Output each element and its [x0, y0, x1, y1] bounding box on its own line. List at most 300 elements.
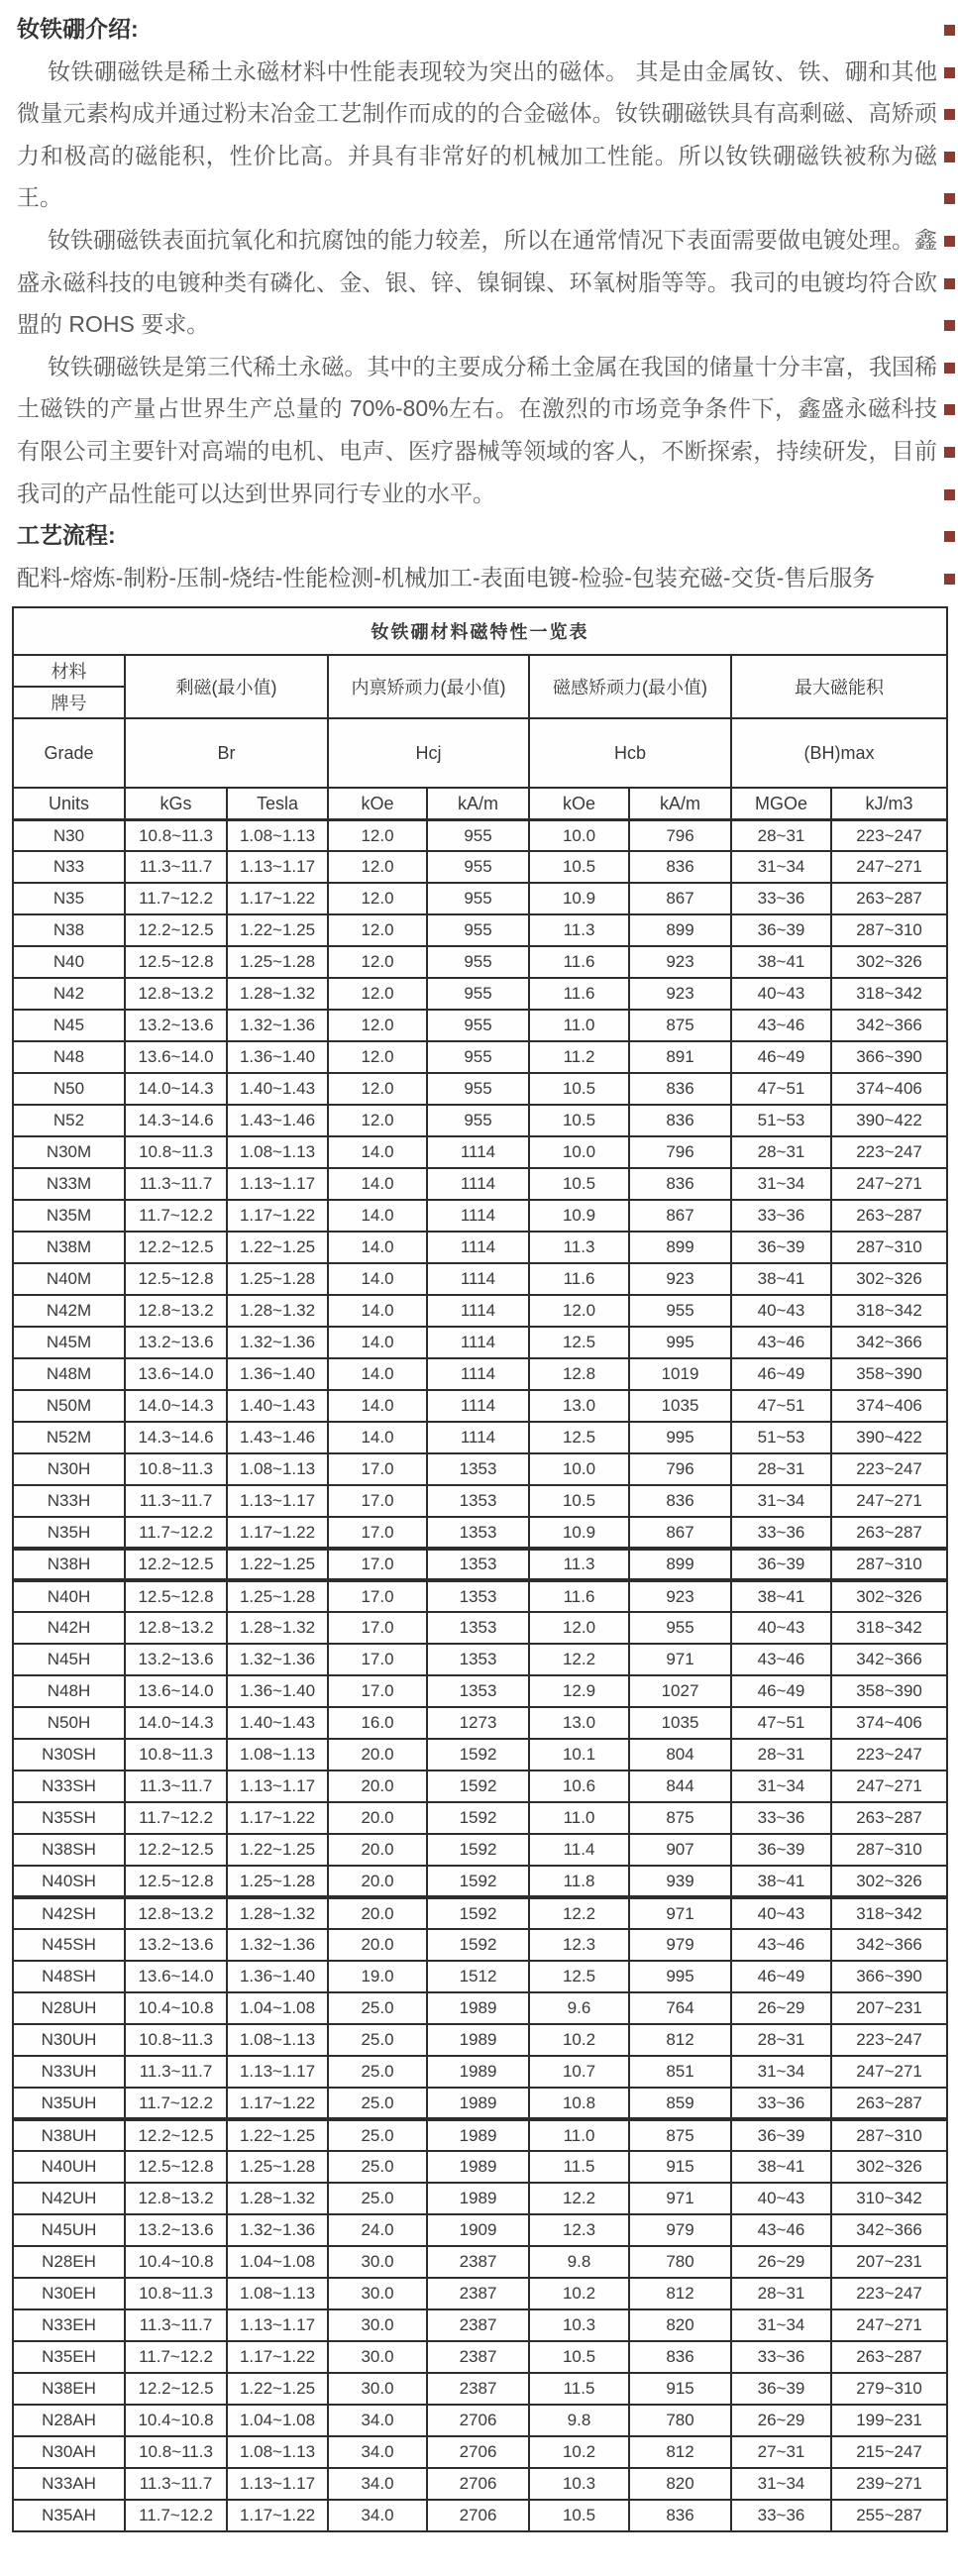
value-cell: 390~422: [831, 1422, 947, 1453]
value-cell: 46~49: [731, 1961, 831, 1992]
value-cell: 10.5: [529, 1105, 629, 1136]
value-cell: 36~39: [731, 1549, 831, 1580]
value-cell: 1.36~1.40: [227, 1961, 328, 1992]
header-grade-label-cn: 牌号: [13, 687, 125, 718]
value-cell: 287~310: [831, 1834, 947, 1866]
value-cell: 14.0~14.3: [125, 1707, 227, 1739]
value-cell: 20.0: [328, 1834, 427, 1866]
value-cell: 836: [629, 1485, 731, 1517]
value-cell: 28~31: [731, 1453, 831, 1485]
value-cell: 34.0: [328, 2436, 427, 2468]
value-cell: 1.32~1.36: [227, 2214, 328, 2246]
grade-cell: N33UH: [13, 2056, 125, 2088]
value-cell: 1989: [427, 2088, 529, 2119]
value-cell: 30.0: [328, 2309, 427, 2341]
value-cell: 955: [427, 883, 529, 914]
value-cell: 1.17~1.22: [227, 1802, 328, 1834]
table-row: [13, 1549, 947, 1580]
value-cell: 907: [629, 1834, 731, 1866]
value-cell: 899: [629, 1232, 731, 1263]
grade-cell: N40UH: [13, 2151, 125, 2183]
value-cell: 13.0: [529, 1707, 629, 1739]
value-cell: 30.0: [328, 2278, 427, 2309]
value-cell: 14.0~14.3: [125, 1073, 227, 1105]
value-cell: 223~247: [831, 1136, 947, 1168]
grade-cell: N35AH: [13, 2500, 125, 2531]
value-cell: 11.7~12.2: [125, 1200, 227, 1232]
value-cell: 11.7~12.2: [125, 1517, 227, 1549]
value-cell: 11.6: [529, 946, 629, 978]
value-cell: 40~43: [731, 978, 831, 1010]
unit-kgs: kGs: [125, 788, 227, 819]
table-row: [13, 1866, 947, 1897]
table-row: [13, 1358, 947, 1390]
value-cell: 1.22~1.25: [227, 2119, 328, 2151]
table-row: [13, 2119, 947, 2151]
grade-cell: N35H: [13, 1517, 125, 1549]
value-cell: 16.0: [328, 1707, 427, 1739]
grade-cell: N45M: [13, 1327, 125, 1358]
value-cell: 36~39: [731, 914, 831, 946]
table-row: [13, 1168, 947, 1200]
value-cell: 1114: [427, 1136, 529, 1168]
change-bar-mark: [944, 363, 955, 374]
table-row: [13, 1580, 947, 1612]
table-row: [13, 946, 947, 978]
value-cell: 14.3~14.6: [125, 1105, 227, 1136]
grade-cell: N35SH: [13, 1802, 125, 1834]
value-cell: 1.22~1.25: [227, 1834, 328, 1866]
value-cell: 25.0: [328, 1992, 427, 2024]
value-cell: 10.8~11.3: [125, 2024, 227, 2056]
value-cell: 1.32~1.36: [227, 1929, 328, 1961]
value-cell: 923: [629, 1263, 731, 1295]
value-cell: 11.7~12.2: [125, 2500, 227, 2531]
value-cell: 1592: [427, 1771, 529, 1802]
value-cell: 11.6: [529, 1580, 629, 1612]
value-cell: 955: [427, 1041, 529, 1073]
value-cell: 33~36: [731, 2341, 831, 2373]
table-row: [13, 1929, 947, 1961]
table-row: [13, 1485, 947, 1517]
value-cell: 17.0: [328, 1485, 427, 1517]
grade-cell: N48M: [13, 1358, 125, 1390]
value-cell: 1353: [427, 1549, 529, 1580]
grade-rows: [13, 819, 947, 2531]
value-cell: 955: [427, 978, 529, 1010]
value-cell: 1592: [427, 1929, 529, 1961]
change-bar-mark: [944, 320, 955, 331]
value-cell: 28~31: [731, 2024, 831, 2056]
value-cell: 36~39: [731, 1834, 831, 1866]
value-cell: 43~46: [731, 1327, 831, 1358]
value-cell: 310~342: [831, 2183, 947, 2214]
grade-cell: N30M: [13, 1136, 125, 1168]
table-row: [13, 1739, 947, 1771]
table-row: [13, 2088, 947, 2119]
value-cell: 1989: [427, 2151, 529, 2183]
value-cell: 20.0: [328, 1771, 427, 1802]
value-cell: 11.3~11.7: [125, 851, 227, 883]
change-bar-mark: [944, 278, 955, 289]
value-cell: 11.3~11.7: [125, 1485, 227, 1517]
value-cell: 1114: [427, 1422, 529, 1453]
grade-cell: N33EH: [13, 2309, 125, 2341]
value-cell: 27~31: [731, 2436, 831, 2468]
value-cell: 12.5: [529, 1422, 629, 1453]
value-cell: 13.6~14.0: [125, 1675, 227, 1707]
table-row: [13, 1992, 947, 2024]
value-cell: 38~41: [731, 946, 831, 978]
value-cell: 2387: [427, 2278, 529, 2309]
change-bar-mark: [944, 25, 955, 36]
value-cell: 11.6: [529, 978, 629, 1010]
intro-paragraph-1: 钕铁硼磁铁是稀土永磁材料中性能表现较为突出的磁体。 其是由金属钕、铁、硼和其他微量元素构成并通过粉末冶金工艺制作而成的的合金磁体。钕铁硼磁铁具有高剩磁、高矫顽力和极高的磁能积，性价比高。并具有非常好的机械加工性能。所以钕铁硼磁铁被称为磁王。: [17, 57, 937, 211]
value-cell: 12.0: [328, 1073, 427, 1105]
value-cell: 10.8: [529, 2088, 629, 2119]
value-cell: 43~46: [731, 2214, 831, 2246]
value-cell: 25.0: [328, 2151, 427, 2183]
value-cell: 40~43: [731, 1295, 831, 1327]
value-cell: 1273: [427, 1707, 529, 1739]
value-cell: 804: [629, 1739, 731, 1771]
value-cell: 215~247: [831, 2436, 947, 2468]
value-cell: 1.17~1.22: [227, 1517, 328, 1549]
value-cell: 11.7~12.2: [125, 1802, 227, 1834]
value-cell: 17.0: [328, 1549, 427, 1580]
value-cell: 1.25~1.28: [227, 946, 328, 978]
value-cell: 33~36: [731, 2500, 831, 2531]
value-cell: 9.8: [529, 2246, 629, 2278]
value-cell: 875: [629, 1802, 731, 1834]
value-cell: 12.2~12.5: [125, 1232, 227, 1263]
value-cell: 1353: [427, 1612, 529, 1644]
value-cell: 31~34: [731, 1168, 831, 1200]
value-cell: 11.7~12.2: [125, 2088, 227, 2119]
value-cell: 12.0: [328, 1010, 427, 1041]
value-cell: 10.7: [529, 2056, 629, 2088]
value-cell: 17.0: [328, 1675, 427, 1707]
table-row: [13, 1517, 947, 1549]
value-cell: 1114: [427, 1390, 529, 1422]
value-cell: 10.5: [529, 851, 629, 883]
grade-cell: N38M: [13, 1232, 125, 1263]
value-cell: 1.08~1.13: [227, 2278, 328, 2309]
value-cell: 780: [629, 2246, 731, 2278]
grade-cell: N30AH: [13, 2436, 125, 2468]
value-cell: 1.04~1.08: [227, 2405, 328, 2436]
value-cell: 24.0: [328, 2214, 427, 2246]
value-cell: 14.3~14.6: [125, 1422, 227, 1453]
value-cell: 25.0: [328, 2088, 427, 2119]
value-cell: 366~390: [831, 1041, 947, 1073]
grade-cell: N42UH: [13, 2183, 125, 2214]
value-cell: 13.0: [529, 1390, 629, 1422]
value-cell: 867: [629, 883, 731, 914]
value-cell: 36~39: [731, 1232, 831, 1263]
value-cell: 12.0: [328, 1041, 427, 1073]
value-cell: 11.3: [529, 1232, 629, 1263]
value-cell: 1.04~1.08: [227, 1992, 328, 2024]
grade-cell: N33AH: [13, 2468, 125, 2500]
value-cell: 2706: [427, 2468, 529, 2500]
value-cell: 33~36: [731, 883, 831, 914]
grade-cell: N40H: [13, 1580, 125, 1612]
value-cell: 12.5~12.8: [125, 1580, 227, 1612]
value-cell: 1.32~1.36: [227, 1644, 328, 1675]
value-cell: 26~29: [731, 2246, 831, 2278]
value-cell: 223~247: [831, 2024, 947, 2056]
value-cell: 12.2: [529, 1897, 629, 1929]
value-cell: 40~43: [731, 1612, 831, 1644]
value-cell: 46~49: [731, 1041, 831, 1073]
grade-cell: N30H: [13, 1453, 125, 1485]
value-cell: 10.2: [529, 2278, 629, 2309]
value-cell: 1114: [427, 1358, 529, 1390]
value-cell: 12.8~13.2: [125, 1295, 227, 1327]
value-cell: 915: [629, 2373, 731, 2405]
grade-cell: N38EH: [13, 2373, 125, 2405]
table-row: [13, 1453, 947, 1485]
value-cell: 10.9: [529, 1200, 629, 1232]
value-cell: 13.6~14.0: [125, 1961, 227, 1992]
unit-kam-hcb: kA/m: [629, 788, 731, 819]
margin-change-bars: [942, 0, 958, 606]
value-cell: 13.2~13.6: [125, 1327, 227, 1358]
value-cell: 12.5~12.8: [125, 1263, 227, 1295]
value-cell: 10.6: [529, 1771, 629, 1802]
value-cell: 12.9: [529, 1675, 629, 1707]
value-cell: 263~287: [831, 1517, 947, 1549]
value-cell: 1.40~1.43: [227, 1390, 328, 1422]
value-cell: 33~36: [731, 1802, 831, 1834]
value-cell: 13.2~13.6: [125, 2214, 227, 2246]
value-cell: 12.2: [529, 1644, 629, 1675]
grade-cell: N48: [13, 1041, 125, 1073]
value-cell: 1035: [629, 1707, 731, 1739]
value-cell: 38~41: [731, 1866, 831, 1897]
value-cell: 30.0: [328, 2373, 427, 2405]
value-cell: 1.13~1.17: [227, 1485, 328, 1517]
grade-cell: N40: [13, 946, 125, 978]
value-cell: 1353: [427, 1485, 529, 1517]
value-cell: 17.0: [328, 1644, 427, 1675]
value-cell: 34.0: [328, 2468, 427, 2500]
value-cell: 11.0: [529, 2119, 629, 2151]
value-cell: 1.17~1.22: [227, 2500, 328, 2531]
table-row: [13, 1263, 947, 1295]
grade-cell: N35: [13, 883, 125, 914]
value-cell: 358~390: [831, 1675, 947, 1707]
grade-cell: N35M: [13, 1200, 125, 1232]
value-cell: 12.0: [328, 978, 427, 1010]
grade-cell: N45H: [13, 1644, 125, 1675]
value-cell: 979: [629, 1929, 731, 1961]
value-cell: 1.43~1.46: [227, 1105, 328, 1136]
value-cell: 955: [427, 851, 529, 883]
value-cell: 836: [629, 1168, 731, 1200]
value-cell: 820: [629, 2309, 731, 2341]
grade-cell: N30UH: [13, 2024, 125, 2056]
value-cell: 1.36~1.40: [227, 1675, 328, 1707]
value-cell: 2387: [427, 2246, 529, 2278]
value-cell: 14.0: [328, 1136, 427, 1168]
value-cell: 38~41: [731, 1580, 831, 1612]
value-cell: 10.5: [529, 2500, 629, 2531]
table-row: [13, 2278, 947, 2309]
grade-cell: N30EH: [13, 2278, 125, 2309]
grade-cell: N42M: [13, 1295, 125, 1327]
value-cell: 1114: [427, 1168, 529, 1200]
value-cell: 1.08~1.13: [227, 2024, 328, 2056]
change-bar-mark: [944, 152, 955, 162]
grade-cell: N28UH: [13, 1992, 125, 2024]
value-cell: 1035: [629, 1390, 731, 1422]
value-cell: 31~34: [731, 2468, 831, 2500]
value-cell: 10.0: [529, 819, 629, 851]
value-cell: 10.0: [529, 1136, 629, 1168]
value-cell: 10.3: [529, 2468, 629, 2500]
value-cell: 1.13~1.17: [227, 2056, 328, 2088]
value-cell: 11.3: [529, 1549, 629, 1580]
value-cell: 1.17~1.22: [227, 883, 328, 914]
value-cell: 33~36: [731, 1517, 831, 1549]
value-cell: 247~271: [831, 2309, 947, 2341]
value-cell: 31~34: [731, 851, 831, 883]
value-cell: 11.3~11.7: [125, 2309, 227, 2341]
value-cell: 28~31: [731, 1136, 831, 1168]
value-cell: 318~342: [831, 1295, 947, 1327]
grade-cell: N50H: [13, 1707, 125, 1739]
change-bar-mark: [944, 531, 955, 542]
table-row: [13, 2024, 947, 2056]
value-cell: 1592: [427, 1866, 529, 1897]
value-cell: 955: [427, 1010, 529, 1041]
value-cell: 1.13~1.17: [227, 851, 328, 883]
value-cell: 10.2: [529, 2024, 629, 2056]
value-cell: 40~43: [731, 1897, 831, 1929]
value-cell: 1.17~1.22: [227, 2341, 328, 2373]
value-cell: 844: [629, 1771, 731, 1802]
value-cell: 302~326: [831, 2151, 947, 2183]
unit-koe-hcj: kOe: [328, 788, 427, 819]
value-cell: 836: [629, 851, 731, 883]
value-cell: 26~29: [731, 2405, 831, 2436]
value-cell: 11.7~12.2: [125, 2341, 227, 2373]
table-row: [13, 819, 947, 851]
value-cell: 1353: [427, 1453, 529, 1485]
value-cell: 223~247: [831, 1453, 947, 1485]
value-cell: 955: [427, 914, 529, 946]
value-cell: 1989: [427, 2119, 529, 2151]
process-flow-text: 配料-熔炼-制粉-压制-烧结-性能检测-机械加工-表面电镀-检验-包装充磁-交货-售后服务: [17, 564, 876, 590]
value-cell: 1.28~1.32: [227, 978, 328, 1010]
unit-kjm3: kJ/m3: [831, 788, 947, 819]
value-cell: 867: [629, 1517, 731, 1549]
value-cell: 287~310: [831, 914, 947, 946]
unit-tesla: Tesla: [227, 788, 328, 819]
value-cell: 1.25~1.28: [227, 1580, 328, 1612]
value-cell: 1027: [629, 1675, 731, 1707]
value-cell: 342~366: [831, 1010, 947, 1041]
table-row: [13, 1771, 947, 1802]
table-row: [13, 1834, 947, 1866]
value-cell: 764: [629, 1992, 731, 2024]
table-row: [13, 2373, 947, 2405]
value-cell: 366~390: [831, 1961, 947, 1992]
value-cell: 14.0: [328, 1358, 427, 1390]
value-cell: 12.2: [529, 2183, 629, 2214]
grade-cell: N52: [13, 1105, 125, 1136]
value-cell: 207~231: [831, 2246, 947, 2278]
value-cell: 995: [629, 1961, 731, 1992]
value-cell: 25.0: [328, 2056, 427, 2088]
unit-mgoe: MGOe: [731, 788, 831, 819]
value-cell: 11.3~11.7: [125, 1771, 227, 1802]
table-row: [13, 1422, 947, 1453]
value-cell: 1353: [427, 1517, 529, 1549]
value-cell: 318~342: [831, 978, 947, 1010]
value-cell: 10.4~10.8: [125, 2405, 227, 2436]
grade-cell: N38SH: [13, 1834, 125, 1866]
intro-section: [0, 0, 958, 600]
value-cell: 11.5: [529, 2151, 629, 2183]
value-cell: 1114: [427, 1295, 529, 1327]
value-cell: 812: [629, 2024, 731, 2056]
value-cell: 38~41: [731, 2151, 831, 2183]
value-cell: 12.2~12.5: [125, 2119, 227, 2151]
value-cell: 17.0: [328, 1453, 427, 1485]
value-cell: 2387: [427, 2341, 529, 2373]
value-cell: 955: [427, 1105, 529, 1136]
change-bar-mark: [944, 404, 955, 415]
table-row: [13, 2214, 947, 2246]
value-cell: 390~422: [831, 1105, 947, 1136]
value-cell: 47~51: [731, 1390, 831, 1422]
value-cell: 11.3~11.7: [125, 1168, 227, 1200]
grade-cell: N48SH: [13, 1961, 125, 1992]
magnet-spec-table: [12, 606, 948, 2532]
value-cell: 11.3~11.7: [125, 2056, 227, 2088]
value-cell: 1353: [427, 1580, 529, 1612]
process-heading: 工艺流程:: [17, 522, 116, 549]
change-bar-mark: [944, 193, 955, 204]
value-cell: 1019: [629, 1358, 731, 1390]
value-cell: 34.0: [328, 2500, 427, 2531]
value-cell: 836: [629, 1105, 731, 1136]
value-cell: 955: [629, 1612, 731, 1644]
value-cell: 36~39: [731, 2119, 831, 2151]
value-cell: 207~231: [831, 1992, 947, 2024]
grade-cell: N38H: [13, 1549, 125, 1580]
value-cell: 1989: [427, 2056, 529, 2088]
value-cell: 199~231: [831, 2405, 947, 2436]
table-row: [13, 1802, 947, 1834]
symbol-br: Br: [125, 718, 328, 788]
table-row: [13, 883, 947, 914]
value-cell: 12.8~13.2: [125, 1897, 227, 1929]
table-row: [13, 1327, 947, 1358]
value-cell: 20.0: [328, 1739, 427, 1771]
table-row: [13, 2151, 947, 2183]
value-cell: 25.0: [328, 2024, 427, 2056]
value-cell: 12.5: [529, 1961, 629, 1992]
table-row: [13, 2246, 947, 2278]
value-cell: 33~36: [731, 2088, 831, 2119]
value-cell: 14.0: [328, 1295, 427, 1327]
value-cell: 13.2~13.6: [125, 1929, 227, 1961]
table-row: [13, 1612, 947, 1644]
